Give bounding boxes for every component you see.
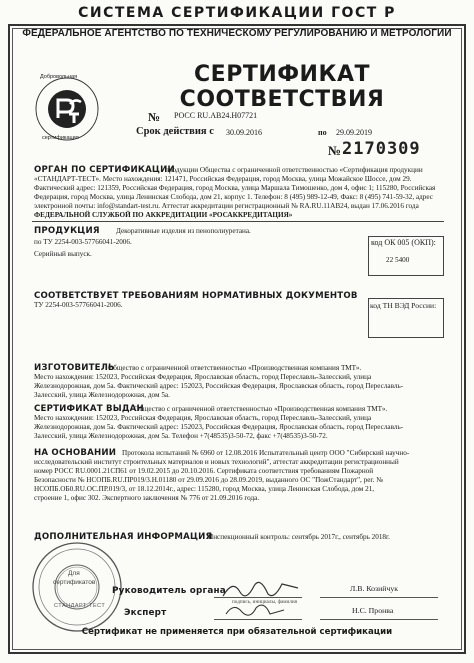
okp-value: 22 5400	[386, 256, 410, 264]
head-name-line	[320, 597, 438, 598]
tnved-label: код ТН ВЭД России:	[370, 301, 437, 310]
expert-signature	[222, 600, 292, 620]
okp-label: код ОК 005 (ОКП):	[371, 238, 436, 247]
expert-name: Н.С. Пронва	[352, 606, 394, 615]
basis-line-6: строение 1, офис 302. Экспертного заключения № 776 от 21.09.2016 года.	[34, 494, 260, 502]
validity-label: Срок действия с	[136, 126, 214, 137]
stamp-center-mid: сертификатов	[53, 579, 96, 586]
manufacturer-label: ИЗГОТОВИТЕЛЬ	[34, 363, 115, 373]
basis-label: НА ОСНОВАНИИ	[34, 448, 117, 458]
organ-line-5: электронной почты: info@standart-test.ru. Аттестат аккредитации регистрационный № RA.RU.11АВ24, выдан 17.06.2016 года	[34, 202, 419, 210]
organ-label: ОРГАН ПО СЕРТИФИКАЦИИ	[34, 165, 175, 175]
head-sign-caption: подпись, инициалы, фамилия	[232, 599, 298, 605]
logo-bottom-text: сертификация	[42, 135, 79, 141]
serial-label: №	[328, 143, 342, 158]
head-name: Л.В. Козийчук	[350, 584, 399, 593]
manufacturer-line-3: Железнодорожная, дом 5а. Фактический адрес: 152023, Российская Федерация, Ярославская область, город Переславль-	[34, 382, 404, 390]
basis-line-1: Протокола испытаний № 6960 от 12.08.2016 Испытательный центр ООО "Сибирский научно-	[122, 449, 410, 457]
basis-line-5: НСОПБ.ОБ0.RU.ОС.ПР.019/3, от 18.12.2014г., адрес: 115280, город Москва, улица Ленинская Слобода, дом 21,	[34, 485, 375, 493]
manufacturer-line-4: Залесский, улица Железнодорожная, дом 5а.	[34, 391, 170, 399]
number-label: №	[148, 110, 161, 124]
valid-to-label: по	[318, 128, 327, 137]
agency-name: ФЕДЕРАЛЬНОЕ АГЕНТСТВО ПО ТЕХНИЧЕСКОМУ РЕГУЛИРОВАНИЮ И МЕТРОЛОГИИ	[22, 28, 452, 39]
organ-line-4: Федерация, город Москва, улица Ленинская Слобода, дом 21, корпус 1. Телефон: 8 (495) 989-12-49, Факс: 8 (495) 741-59-32, адрес	[34, 193, 433, 201]
basis-line-4: Безопасности № НСОПБ.RU.ПР019/3.Н.01180 от 29.09.2016 до 28.09.2019, выданного ОС "ПожСтандарт", рег. №	[34, 476, 383, 484]
footer-note: Сертификат не применяется при обязательной сертификации	[81, 627, 393, 637]
product-line-2: по ТУ 2254-003-57766041-2006.	[34, 238, 132, 246]
product-label: ПРОДУКЦИЯ	[34, 226, 100, 236]
stamp-ring-text: СТАНДАРТ-ТЕСТ	[54, 603, 106, 609]
stamp-center-top: Для	[68, 570, 80, 577]
basis-line-3: номер РОСС RU.0001.21СП61 от 19.02.2015 до 20.10.2016. Сертификата соответствия требованиям Пожарной	[34, 467, 374, 475]
head-label: Руководитель органа	[112, 586, 226, 596]
document-title: СЕРТИФИКАТ СООТВЕТСТВИЯ	[179, 62, 385, 112]
expert-name-line	[320, 619, 438, 620]
logo-top-text: Добровольная	[40, 74, 78, 80]
blank-serial-number: 2170309	[342, 139, 421, 159]
head-sign-line	[214, 597, 302, 598]
extra-info-text: Инспекционный контроль: сентябрь 2017г., сентябрь 2018г.	[208, 533, 390, 541]
product-line-1: Декоративные изделия из пенополиуретана.	[116, 227, 251, 235]
issued-to-line-1: Общество с ограниченной ответственностью «Производственная компания ТМТ».	[134, 405, 388, 413]
conformity-label: СООТВЕТСТВУЕТ ТРЕБОВАНИЯМ НОРМАТИВНЫХ ДОКУМЕНТОВ	[34, 291, 358, 301]
basis-line-2: исследовательский институт строительных материалов и новых технологий", аттестат аккредитации регистрационный	[34, 458, 399, 466]
issued-to-line-2: Место нахождения: 152023, Российская Федерация, Ярославская область, город Переславль-Залесский, улица	[34, 414, 372, 422]
organ-line-6: ФЕДЕРАЛЬНОЙ СЛУЖБОЙ ПО АККРЕДИТАЦИИ «РОСАККРЕДИТАЦИЯ»	[34, 211, 293, 219]
valid-from: 30.09.2016	[226, 128, 262, 137]
manufacturer-line-2: Место нахождения: 152023, Российская Федерация, Ярославская область, город Переславль-Залесский, улица	[34, 373, 372, 381]
valid-to: 29.09.2019	[336, 128, 372, 137]
certificate-number: РОСС RU.АВ24.Н07721	[174, 111, 258, 120]
issued-to-line-4: Залесский, улица Железнодорожная, дом 5а. Телефон +7(48535)3-50-72, факс +7(48535)3-50-72.	[34, 432, 328, 440]
issued-to-line-3: Железнодорожная, дом 5а. Фактический адрес: 152023, Российская Федерация, Ярославская область, город Переславль-	[34, 423, 404, 431]
system-title: СИСТЕМА СЕРТИФИКАЦИИ ГОСТ Р	[78, 5, 396, 21]
organ-line-3: Фактический адрес: 121359, Российская Федерация, город Москва, улица Маршала Тимошенко, дом 4, офис 1; 115280, Российская	[34, 184, 436, 192]
conformity-line-1: ТУ 2254-003-57766041-2006.	[34, 301, 123, 309]
organ-line-1: продукции Общества с ограниченной ответственностью «Сертификация продукции	[165, 166, 423, 174]
organ-underline	[32, 221, 444, 222]
extra-info-label: ДОПОЛНИТЕЛЬНАЯ ИНФОРМАЦИЯ	[34, 532, 213, 542]
rst-logo	[34, 76, 100, 142]
issued-to-label: СЕРТИФИКАТ ВЫДАН	[34, 404, 144, 414]
expert-sign-line	[214, 619, 302, 620]
organ-line-2: «СТАНДАРТ-ТЕСТ». Место нахождения: 121471, Российская Федерация, город Москва, улица Можайское Шоссе, дом 29.	[34, 175, 412, 183]
manufacturer-line-1: Общество с ограниченной ответственностью «Производственная компания ТМТ».	[108, 364, 362, 372]
product-line-3: Серийный выпуск.	[34, 250, 92, 258]
organ-stamp	[30, 540, 124, 634]
expert-label: Эксперт	[124, 608, 167, 618]
